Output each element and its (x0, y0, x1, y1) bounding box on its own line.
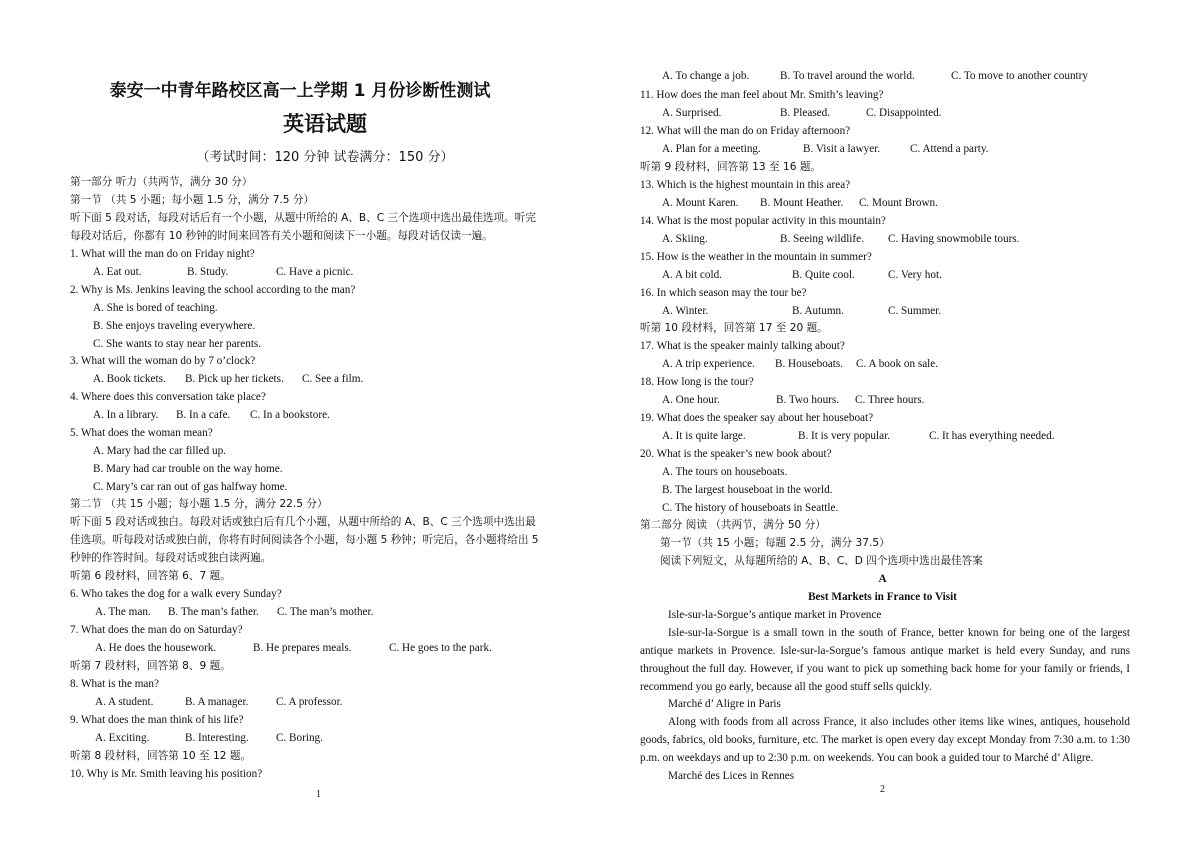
option: A. Book tickets. (93, 373, 166, 385)
page-number: 2 (880, 784, 885, 795)
question-9: 9. What does the man think of his life? (70, 714, 244, 726)
option: B. Pick up her tickets. (185, 373, 284, 385)
material-heading: 听第 6 段材料，回答第 6、7 题。 (70, 570, 231, 582)
material-heading: 听第 9 段材料，回答第 13 至 16 题。 (640, 161, 822, 173)
question-11: 11. How does the man feel about Mr. Smith’s leaving? (640, 89, 884, 101)
option: B. A manager. (185, 696, 249, 708)
option: A. Exciting. (95, 732, 150, 744)
option: A. It is quite large. (662, 430, 746, 442)
option: B. Autumn. (792, 305, 844, 317)
passage-line: throughout the full day. However, if you want to pick up something back home for your family or friends, I (640, 663, 1130, 675)
option: C. Three hours. (855, 394, 925, 406)
option: C. Attend a party. (910, 143, 989, 155)
question-4: 4. Where does this conversation take place? (70, 391, 266, 403)
question-20: 20. What is the speaker’s new book about? (640, 448, 832, 460)
option: A. In a library. (93, 409, 159, 421)
question-1: 1. What will the man do on Friday night? (70, 248, 255, 260)
part-heading: 第二部分 阅读 （共两节，满分 50 分） (640, 519, 826, 531)
question-2: 2. Why is Ms. Jenkins leaving the school according to the man? (70, 284, 356, 296)
instruction-line: 每段对话后，你都有 10 秒钟的时间来回答有关小题和阅读下一小题。每段对话仅读一遍。 (70, 230, 493, 242)
option: B. The man’s father. (168, 606, 259, 618)
option: A. Eat out. (93, 266, 142, 278)
option: A. A student. (95, 696, 154, 708)
option: B. Visit a lawyer. (803, 143, 881, 155)
page-2 (600, 0, 1200, 849)
option: B. It is very popular. (798, 430, 890, 442)
passage-line: goods, fabrics, old books, furniture, etc. The market is open every day except Monday from 7:30 a.m. to 1:30 (640, 734, 1130, 746)
part-heading: 第一部分 听力（共两节，满分 30 分） (70, 176, 253, 188)
instruction-line: 佳选项。听每段对话或独白前，你将有时间阅读各个小题，每小题 5 秒钟；听完后，各小题将给出 5 (70, 534, 539, 546)
option: A. The tours on houseboats. (662, 466, 788, 478)
option: B. To travel around the world. (780, 70, 915, 82)
option: B. Study. (187, 266, 229, 278)
passage-line: antique markets in Provence. Isle-sur-la-Sorgue’s famous antique market is held every Sunday, and runs (640, 645, 1130, 657)
option: C. A book on sale. (856, 358, 939, 370)
question-5: 5. What does the woman mean? (70, 427, 213, 439)
section-heading: 第二节 （共 15 小题；每小题 1.5 分，满分 22.5 分） (70, 498, 328, 510)
option: B. Mary had car trouble on the way home. (93, 463, 283, 475)
option: C. Mount Brown. (859, 197, 938, 209)
exam-info: （考试时间：120 分钟 试卷满分：150 分） (196, 150, 454, 165)
option: A. A trip experience. (662, 358, 755, 370)
option: C. To move to another country (951, 70, 1088, 82)
passage-subheading: Marché des Lices in Rennes (668, 770, 795, 782)
question-7: 7. What does the man do on Saturday? (70, 624, 243, 636)
material-heading: 听第 7 段材料，回答第 8、9 题。 (70, 660, 231, 672)
option: A. Winter. (662, 305, 709, 317)
option: C. Very hot. (888, 269, 942, 281)
option: B. In a cafe. (176, 409, 231, 421)
exam-subtitle: 英语试题 (283, 112, 367, 136)
option: C. It has everything needed. (929, 430, 1055, 442)
question-8: 8. What is the man? (70, 678, 159, 690)
page-number: 1 (316, 789, 321, 800)
option: C. In a bookstore. (250, 409, 330, 421)
option: A. One hour. (662, 394, 720, 406)
option: C. The man’s mother. (277, 606, 374, 618)
option: B. The largest houseboat in the world. (662, 484, 833, 496)
question-6: 6. Who takes the dog for a walk every Sunday? (70, 588, 282, 600)
option: B. Interesting. (185, 732, 249, 744)
option: C. A professor. (276, 696, 343, 708)
instruction-line: 听下面 5 段对话，每段对话后有一个小题，从题中所给的 A、B、C 三个选项中选出最佳选项。听完 (70, 212, 536, 224)
question-3: 3. What will the woman do by 7 o’clock? (70, 355, 256, 367)
option: A. Mary had the car filled up. (93, 445, 226, 457)
question-14: 14. What is the most popular activity in this mountain? (640, 215, 886, 227)
instruction-line: 阅读下列短文，从每题所给的 A、B、C、D 四个选项中选出最佳答案 (660, 555, 983, 567)
question-17: 17. What is the speaker mainly talking about? (640, 340, 845, 352)
question-19: 19. What does the speaker say about her houseboat? (640, 412, 874, 424)
option: A. A bit cold. (662, 269, 722, 281)
option: A. Surprised. (662, 107, 722, 119)
passage-subheading: Marché d’ Aligre in Paris (668, 698, 781, 710)
option: C. Having snowmobile tours. (888, 233, 1020, 245)
question-15: 15. How is the weather in the mountain in summer? (640, 251, 872, 263)
question-12: 12. What will the man do on Friday afternoon? (640, 125, 851, 137)
instruction-line: 秒钟的作答时间。每段对话或独白读两遍。 (70, 552, 272, 564)
passage-line: Isle-sur-la-Sorgue is a small town in the south of France, better known for being one of the largest (668, 627, 1130, 639)
material-heading: 听第 10 段材料，回答第 17 至 20 题。 (640, 322, 828, 334)
section-heading: 第一节 （共 5 小题；每小题 1.5 分，满分 7.5 分） (70, 194, 315, 206)
option: B. He prepares meals. (253, 642, 352, 654)
option: B. Seeing wildlife. (780, 233, 864, 245)
option: A. Mount Karen. (662, 197, 739, 209)
passage-title: Best Markets in France to Visit (808, 591, 957, 603)
option: B. Two hours. (776, 394, 840, 406)
option: B. Quite cool. (792, 269, 855, 281)
exam-title: 泰安一中青年路校区高一上学期 1 月份诊断性测试 (109, 81, 491, 101)
question-18: 18. How long is the tour? (640, 376, 754, 388)
option: A. To change a job. (662, 70, 750, 82)
option: A. The man. (95, 606, 151, 618)
option: C. Have a picnic. (276, 266, 354, 278)
section-heading: 第一节（共 15 小题；每题 2.5 分，满分 37.5） (660, 537, 890, 549)
option: A. He does the housework. (95, 642, 217, 654)
option: A. Skiing. (662, 233, 708, 245)
option: A. Plan for a meeting. (662, 143, 761, 155)
question-13: 13. Which is the highest mountain in this area? (640, 179, 851, 191)
passage-letter: A (878, 573, 887, 585)
option: C. She wants to stay near her parents. (93, 338, 262, 350)
option: B. Houseboats. (775, 358, 844, 370)
option: B. She enjoys traveling everywhere. (93, 320, 256, 332)
option: A. She is bored of teaching. (93, 302, 218, 314)
passage-line: recommend you go early, because all the good stuff sells quickly. (640, 681, 932, 693)
passage-line: Along with foods from all across France, it also includes other items like wines, antiques, household (668, 716, 1130, 728)
option: C. Boring. (276, 732, 323, 744)
option: C. The history of houseboats in Seattle. (662, 502, 839, 514)
option: C. Mary’s car ran out of gas halfway home. (93, 481, 288, 493)
option: C. Summer. (888, 305, 942, 317)
passage-subheading: Isle-sur-la-Sorgue’s antique market in Provence (668, 609, 882, 621)
instruction-line: 听下面 5 段对话或独白。每段对话或独白后有几个小题，从题中所给的 A、B、C 三个选项中选出最 (70, 516, 536, 528)
question-16: 16. In which season may the tour be? (640, 287, 807, 299)
option: C. He goes to the park. (389, 642, 492, 654)
option: B. Pleased. (780, 107, 831, 119)
passage-line: p.m. on weekdays and up to 2:30 p.m. on weekends. You can book a guided tour to Marché d’ Aligre. (640, 752, 1094, 764)
question-10: 10. Why is Mr. Smith leaving his position? (70, 768, 263, 780)
option: B. Mount Heather. (760, 197, 844, 209)
option: C. Disappointed. (866, 107, 942, 119)
option: C. See a film. (302, 373, 364, 385)
material-heading: 听第 8 段材料，回答第 10 至 12 题。 (70, 750, 252, 762)
